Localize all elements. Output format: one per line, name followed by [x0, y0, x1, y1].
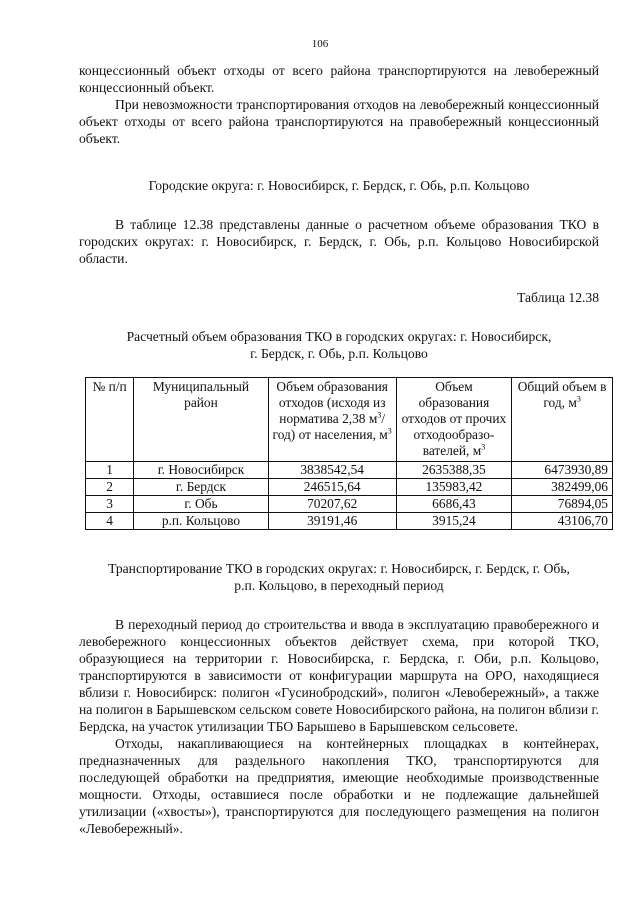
cell-population: 70207,62	[268, 496, 396, 513]
cell-total: 382499,06	[512, 479, 613, 496]
cell-population: 39191,46	[268, 513, 396, 530]
table-row	[86, 513, 613, 530]
cell-num: 2	[86, 479, 134, 496]
table-title	[79, 328, 599, 362]
table-header-row	[86, 378, 613, 462]
table-row	[86, 462, 613, 479]
table-row	[86, 479, 613, 496]
waste-volume-table	[85, 377, 613, 530]
transport-heading	[79, 560, 599, 594]
header-district: Муниципальный район	[134, 378, 268, 462]
document-body	[79, 62, 608, 837]
cell-district: г. Новосибирск	[134, 462, 268, 479]
paragraph-fallback: При невозможности транспортирования отходов на левобережный концессионный объект отходы от всего района транспортируются на правобережный концессионный объект.	[79, 97, 599, 146]
page-number: 106	[311, 38, 329, 50]
table-title-line1: Расчетный объем образования ТКО в городских округах: г. Новосибирск,	[126, 329, 552, 344]
cell-district: р.п. Кольцово	[134, 513, 268, 530]
intro-paragraph: В таблице 12.38 представлены данные о расчетном объеме образования ТКО в городских округах: г. Новосибирск, г. Бердск, г. Обь, р.п. Кольцово Новосибирской области.	[79, 217, 599, 266]
cell-total: 76894,05	[512, 496, 613, 513]
paragraph-transition-scheme: В переходный период до строительства и ввода в эксплуатацию правобережного и левобережного концессионных объектов действует схема, при которой ТКО, образующиеся на территории г. Новосибирска, г. Бердска, г. Оби, р.п. Кольцово, транспортируются в зависимости от конфигурации маршрута на ОРО, находящиеся вблизи г. Новосибирск: полигон «Гусинобродский», полигон «Левобережный», а также на полигон в Барышевском сельском совете Новосибирского района, на полигон вблизи г. Бердска, на участок утилизации ТБО Барышево в Барышевском сельсовете.	[79, 617, 599, 734]
header-num: № п/п	[86, 378, 134, 462]
cell-other: 3915,24	[396, 513, 511, 530]
header-other: Объем образования отходов от прочих отходообразо-вателей, $м^3$	[396, 378, 511, 462]
section-heading: Городские округа: г. Новосибирск, г. Бердск, г. Обь, р.п. Кольцово	[148, 178, 530, 193]
cell-num: 3	[86, 496, 134, 513]
cell-other: 6686,43	[396, 496, 511, 513]
transport-heading-line1: Транспортирование ТКО в городских округах: г. Новосибирск, г. Бердск, г. Обь,	[108, 561, 570, 576]
header-population: Объем образования отходов (исходя из норматива 2,38 $м^3/год$) от населения, $м^3$	[268, 378, 396, 462]
cell-num: 1	[86, 462, 134, 479]
cell-total: 6473930,89	[512, 462, 613, 479]
cell-num: 4	[86, 513, 134, 530]
paragraph-separate-collection: Отходы, накапливающиеся на контейнерных площадках в контейнерах, предназначенных для раздельного накопления ТКО, транспортируются для последующей обработки на предприятия, имеющие необходимые производственные мощности. Отходы, оставшиеся после обработки и не подлежащие дальнейшей утилизации («хвосты»), транспортируются для последующего размещения на полигон «Левобережный».	[79, 736, 599, 836]
cell-population: 246515,64	[268, 479, 396, 496]
cell-other: 135983,42	[396, 479, 511, 496]
cell-district: г. Обь	[134, 496, 268, 513]
cell-total: 43106,70	[512, 513, 613, 530]
table-row	[86, 496, 613, 513]
transport-heading-line2: р.п. Кольцово, в переходный период	[234, 578, 444, 593]
cell-population: 3838542,54	[268, 462, 396, 479]
cell-other: 2635388,35	[396, 462, 511, 479]
cell-district: г. Бердск	[134, 479, 268, 496]
header-total: Общий объем в год, $м^3$	[512, 378, 613, 462]
table-title-line2: г. Бердск, г. Обь, р.п. Кольцово	[250, 346, 428, 361]
paragraph-continuation: концессионный объект отходы от всего района транспортируются на левобережный концессионный объект.	[79, 63, 599, 95]
table-label: Таблица 12.38	[517, 290, 599, 305]
